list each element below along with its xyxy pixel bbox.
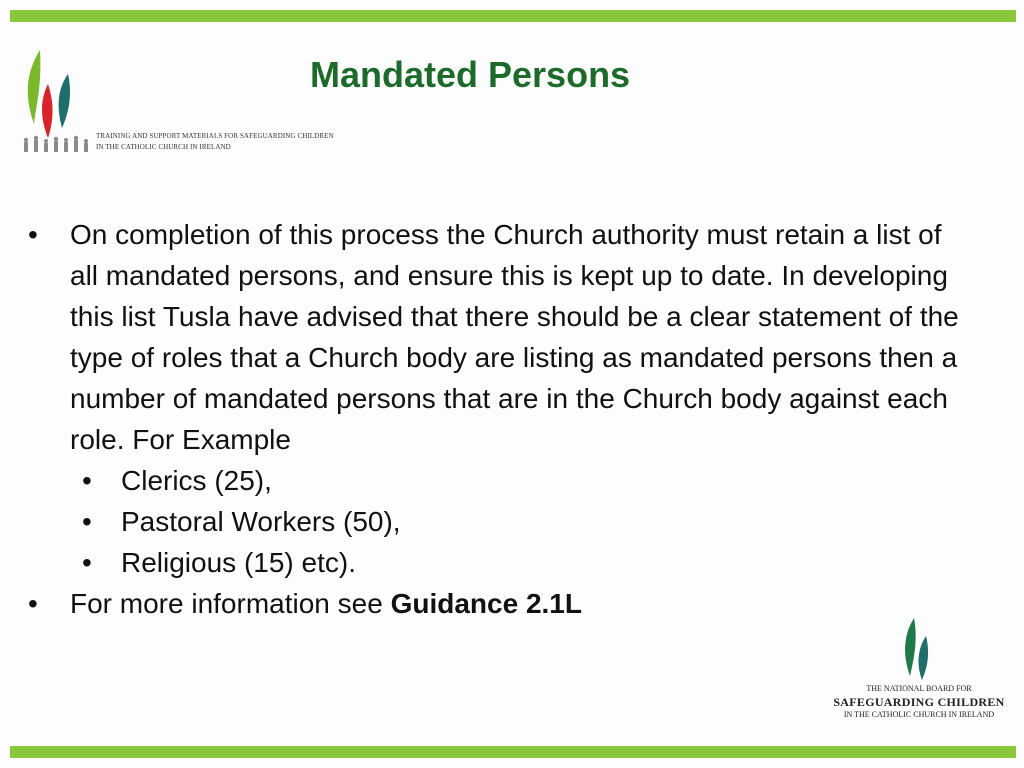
bottom-accent-bar (10, 746, 1016, 758)
sub-bullet-text: Pastoral Workers (50), (121, 506, 401, 537)
tagline-line-2: IN THE CATHOLIC CHURCH IN IRELAND (96, 143, 231, 151)
bullet-item (26, 583, 966, 624)
bullet-marker: • (82, 506, 92, 537)
sub-bullet-item (26, 460, 966, 501)
logo-red-flame (42, 84, 53, 138)
bullet-marker: • (82, 547, 92, 578)
logo-flame-left (905, 618, 916, 676)
logo-flame-right (919, 636, 929, 680)
top-accent-bar (10, 10, 1016, 22)
sub-bullet-item (26, 542, 966, 583)
guidance-reference: Guidance 2.1L (390, 588, 582, 619)
children-silhouettes (24, 136, 88, 152)
bullet-item (26, 214, 966, 460)
slide-body (26, 214, 966, 624)
sub-bullet-text: Religious (15) etc). (121, 547, 356, 578)
bullet-marker: • (82, 465, 92, 496)
bullet-text: On completion of this process the Church authority must retain a list of all mandated persons, and ensure this is kept up to date. In developing this list Tusla have advised that there should be a clear statement of the type of roles that a Church body are listing as mandated persons then a number of mandated persons that are in the Church body against each role. For Example (70, 219, 959, 455)
program-tagline (96, 131, 334, 153)
bullet-marker: • (28, 219, 38, 250)
bullet-marker: • (28, 588, 38, 619)
logo-teal-flame (59, 74, 70, 128)
tagline-line-1: TRAINING AND SUPPORT MATERIALS FOR SAFEGUARDING CHILDREN (96, 132, 334, 140)
bullet-text: For more information see (70, 588, 391, 619)
footer-logo-line-1: THE NATIONAL BOARD FOR (866, 684, 972, 693)
page-title: Mandated Persons (310, 54, 631, 95)
footer-logo-line-2: SAFEGUARDING CHILDREN (833, 695, 1005, 709)
sub-bullet-text: Clerics (25), (121, 465, 272, 496)
footer-logo-line-3: IN THE CATHOLIC CHURCH IN IRELAND (843, 710, 995, 719)
sub-bullet-item (26, 501, 966, 542)
safeguarding-flame-logo (18, 44, 98, 158)
logo-green-flame (28, 50, 41, 124)
